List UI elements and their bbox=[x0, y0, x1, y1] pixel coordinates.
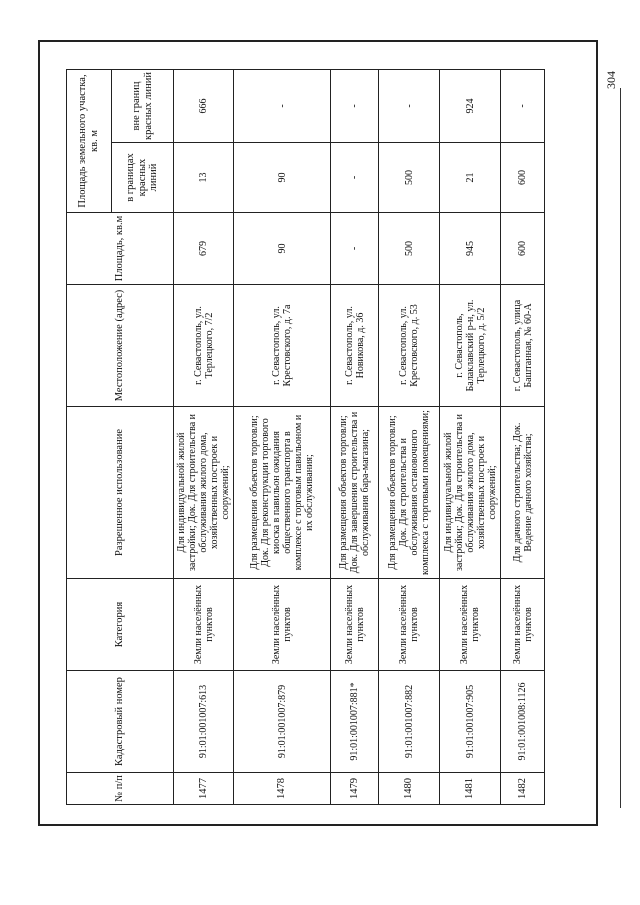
header-cadastral: Кадастровый номер bbox=[67, 671, 174, 773]
cell-outside-red: 924 bbox=[440, 69, 501, 142]
table-row bbox=[440, 69, 501, 804]
cell-usage: Для размещения объектов торговли; Док. Для строительства и обслуживания остановочного комплекса с торговыми помещениями; bbox=[379, 407, 440, 579]
cell-area: 679 bbox=[174, 213, 234, 285]
cell-category: Земли населённых пунктов bbox=[440, 579, 501, 671]
header-row bbox=[67, 69, 112, 804]
cell-area: 600 bbox=[501, 213, 545, 285]
cell-area: 945 bbox=[440, 213, 501, 285]
land-register-table bbox=[66, 69, 545, 805]
cell-cadastral: 91:01:001007:905 bbox=[440, 671, 501, 773]
cell-category: Земли населённых пунктов bbox=[501, 579, 545, 671]
cell-num: 1482 bbox=[501, 773, 545, 805]
cell-address: г. Севастополь, ул. Терлецкого, 7/2 bbox=[174, 285, 234, 407]
cell-category: Земли населённых пунктов bbox=[379, 579, 440, 671]
cell-category: Земли населённых пунктов bbox=[174, 579, 234, 671]
table-row bbox=[234, 69, 331, 804]
cell-within-red: 600 bbox=[501, 143, 545, 213]
cell-within-red: 90 bbox=[234, 143, 331, 213]
cell-cadastral: 91:01:001007:613 bbox=[174, 671, 234, 773]
cell-outside-red: - bbox=[331, 69, 379, 142]
cell-within-red: 13 bbox=[174, 143, 234, 213]
rotated-table-wrapper bbox=[66, 70, 534, 805]
cell-cadastral: 91:01:001008:1126 bbox=[501, 671, 545, 773]
table-row bbox=[501, 69, 545, 804]
cell-within-red: - bbox=[331, 143, 379, 213]
footer-rule bbox=[620, 88, 621, 808]
cell-usage: Для размещения объектов торговли; Док. Для завершения строительства и обслуживания бара-магазина; bbox=[331, 407, 379, 579]
cell-num: 1479 bbox=[331, 773, 379, 805]
cell-category: Земли населённых пунктов bbox=[234, 579, 331, 671]
header-address: Местоположение (адрес) bbox=[67, 285, 174, 407]
cell-num: 1478 bbox=[234, 773, 331, 805]
cell-cadastral: 91:01:001007:881* bbox=[331, 671, 379, 773]
cell-address: г. Севастополь, ул. Крестовского, д. 7а bbox=[234, 285, 331, 407]
cell-address: г. Севастополь, Балаклавский р-н, ул. Терлецкого, д. 5/2 bbox=[440, 285, 501, 407]
cell-usage: Для размещения объектов торговли; Док. Для реконструкции торгового киоска в павильон ожидания общественного транспорта в комплексе с торговым павильоном и их обслуживания; bbox=[234, 407, 331, 579]
header-land-area: Площадь земельного участка, кв. м bbox=[67, 69, 112, 212]
page-number: 304 bbox=[604, 71, 618, 89]
cell-usage: Для дачного строительства; Док. Ведение дачного хозяйства; bbox=[501, 407, 545, 579]
cell-address: г. Севастополь, ул. Новикова, д. 36 bbox=[331, 285, 379, 407]
header-usage: Разрешенное использование bbox=[67, 407, 174, 579]
cell-category: Земли населённых пунктов bbox=[331, 579, 379, 671]
cell-usage: Для индивидуальной жилой застройки; Док. Для строительства и обслуживания жилого дома, хозяйственных построек и сооружений; bbox=[440, 407, 501, 579]
cell-outside-red: - bbox=[501, 69, 545, 142]
cell-usage: Для индивидуальной жилой застройки; Док. Для строительства и обслуживания жилого дома, хозяйственных построек и сооружений; bbox=[174, 407, 234, 579]
cell-address: г. Севастополь, ул. Крестовского, д. 53 bbox=[379, 285, 440, 407]
cell-num: 1481 bbox=[440, 773, 501, 805]
cell-address: г. Севастополь, улица Баштанная, № 60-А bbox=[501, 285, 545, 407]
header-within-red: в границах красных линий bbox=[112, 143, 174, 213]
header-num: № п/п bbox=[67, 773, 174, 805]
cell-num: 1480 bbox=[379, 773, 440, 805]
header-area: Площадь, кв.м bbox=[67, 213, 174, 285]
cell-outside-red: 666 bbox=[174, 69, 234, 142]
cell-num: 1477 bbox=[174, 773, 234, 805]
cell-within-red: 21 bbox=[440, 143, 501, 213]
table-row bbox=[331, 69, 379, 804]
table-row bbox=[174, 69, 234, 804]
cell-cadastral: 91:01:001007:882 bbox=[379, 671, 440, 773]
cell-cadastral: 91:01:001007:879 bbox=[234, 671, 331, 773]
table-row bbox=[379, 69, 440, 804]
cell-outside-red: - bbox=[234, 69, 331, 142]
cell-outside-red: - bbox=[379, 69, 440, 142]
header-outside-red: вне границ красных линий bbox=[112, 69, 174, 142]
header-category: Категория bbox=[67, 579, 174, 671]
cell-area: 500 bbox=[379, 213, 440, 285]
cell-area: - bbox=[331, 213, 379, 285]
cell-area: 90 bbox=[234, 213, 331, 285]
cell-within-red: 500 bbox=[379, 143, 440, 213]
